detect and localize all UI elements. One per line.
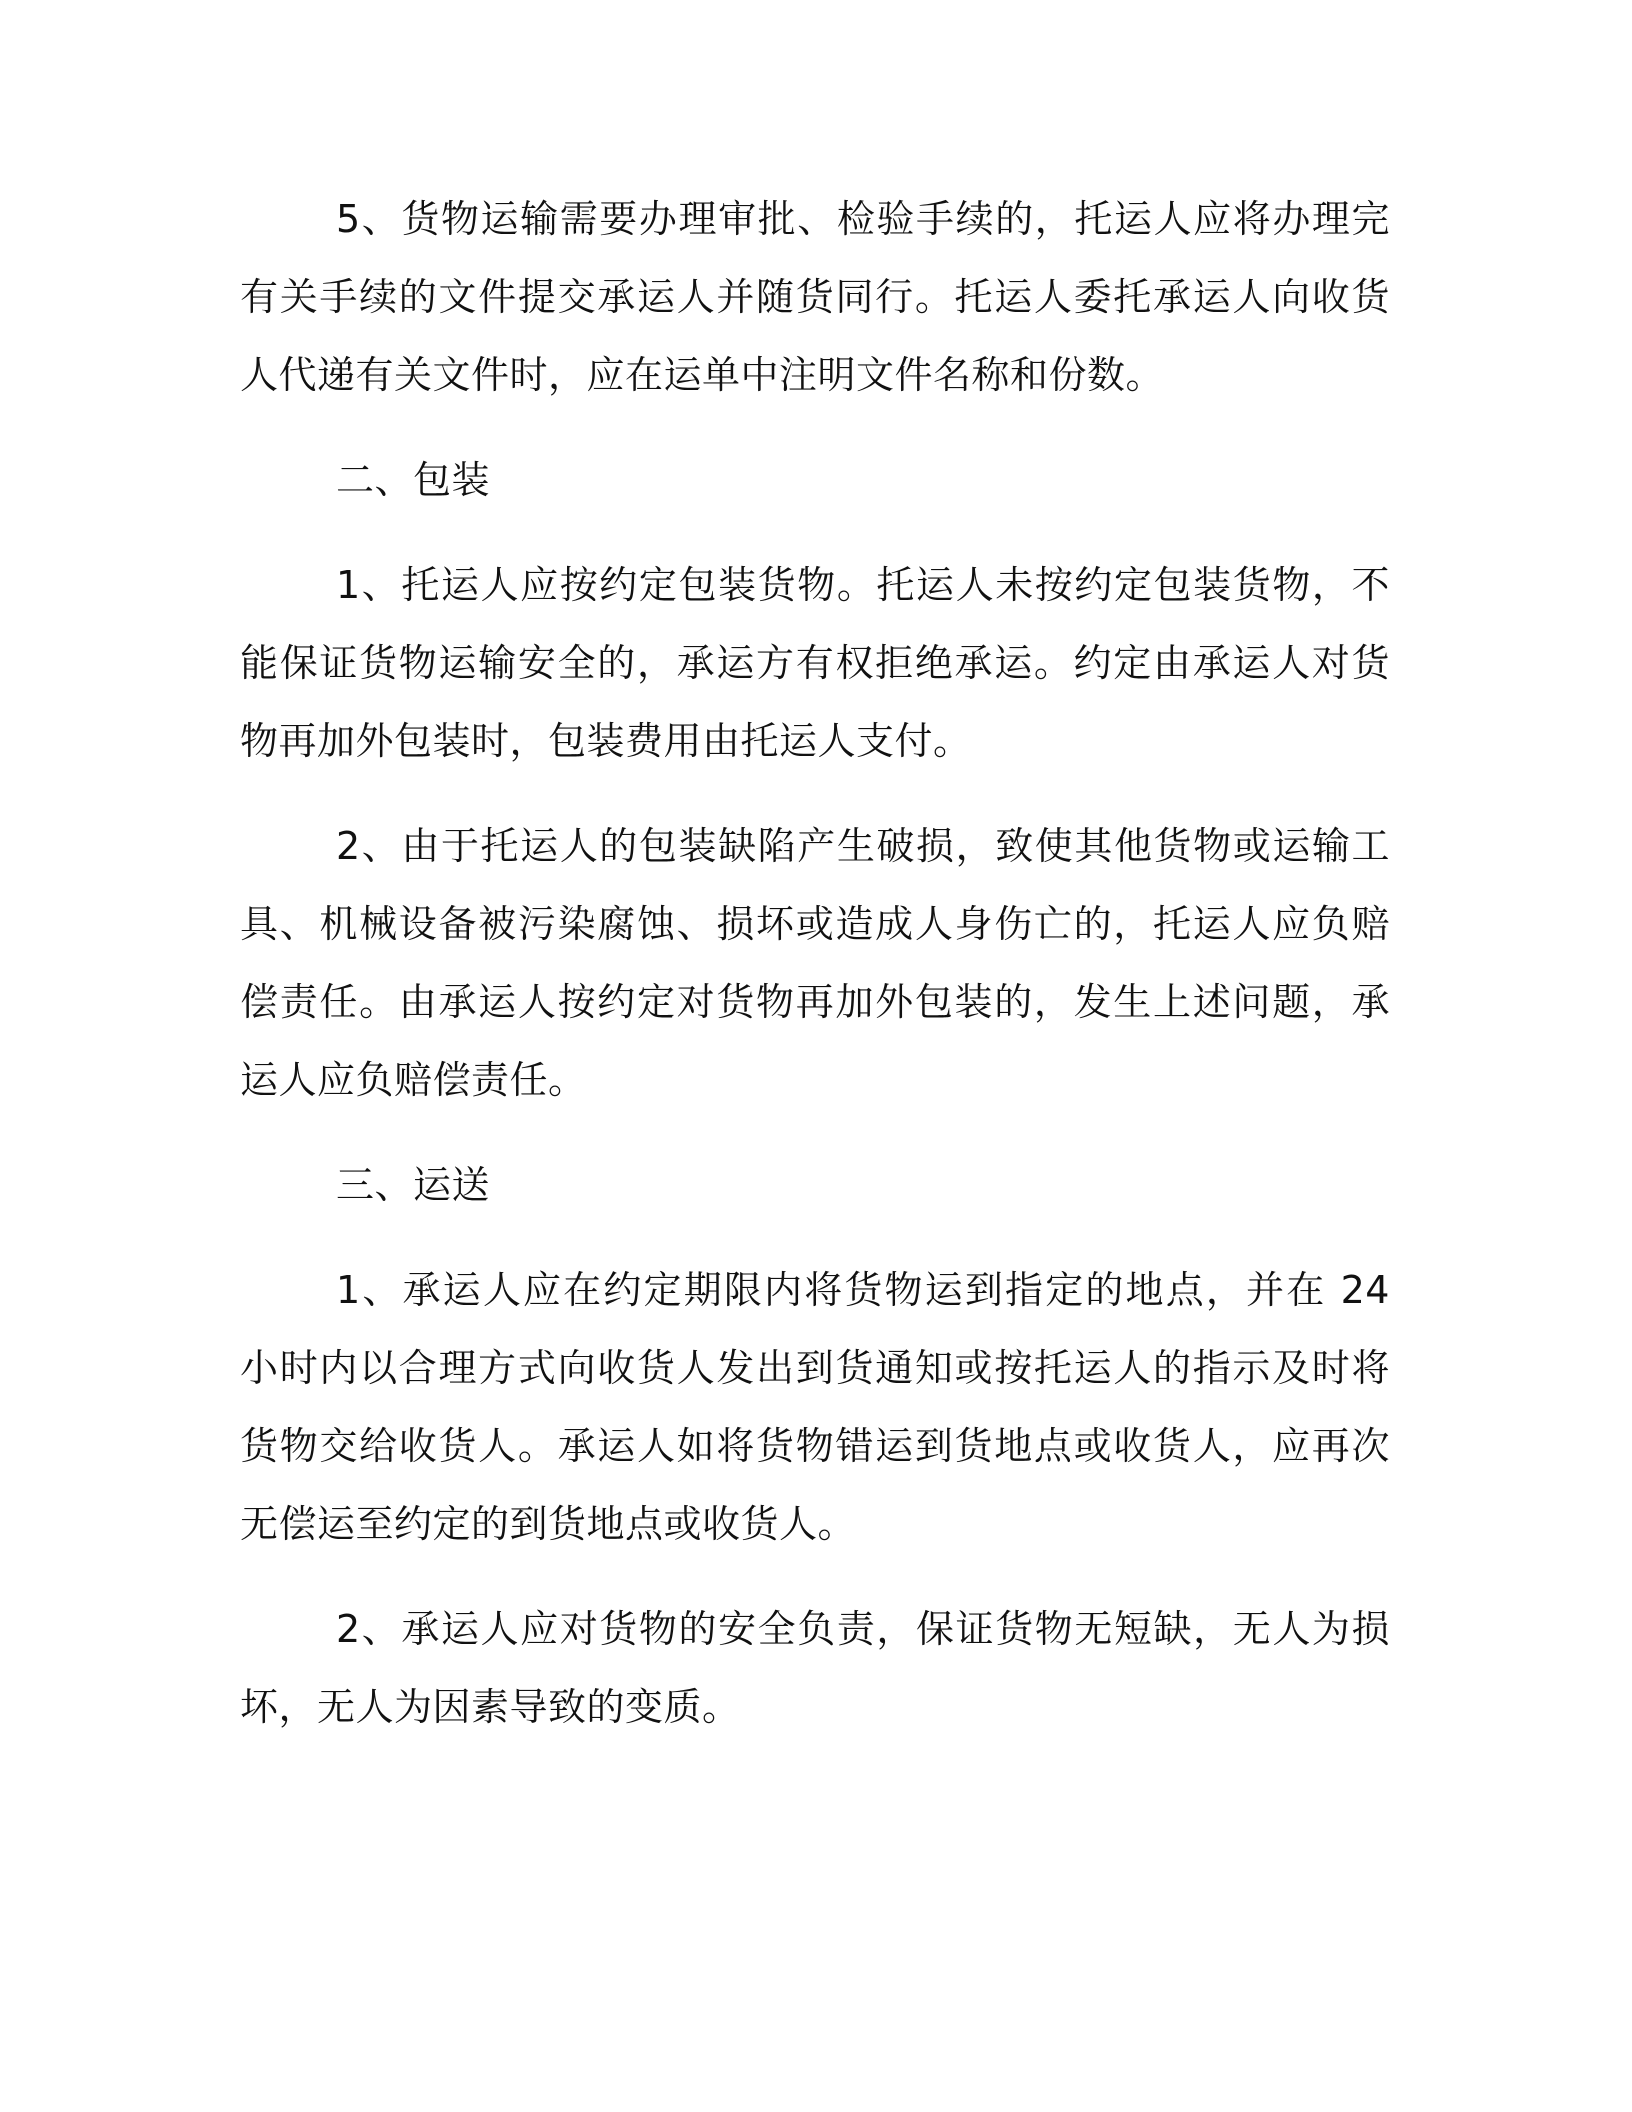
packaging-clause-2-paragraph: 2、由于托运人的包装缺陷产生破损，致使其他货物或运输工具、机械设备被污染腐蚀、损坏或造成人身伤亡的，托运人应负赔偿责任。由承运人按约定对货物再加外包装的，发生上述问题，承运人应负赔偿责任。 [240,824,1390,1102]
section-transport-heading: 三、运送 [336,1163,491,1207]
transport-clause-1-paragraph: 1、承运人应在约定期限内将货物运到指定的地点，并在 24 小时内以合理方式向收货人发出到货通知或按托运人的指示及时将货物交给收货人。承运人如将货物错运到货地点或收货人，应再次无偿运至约定的到货地点或收货人。 [240,1268,1390,1546]
packaging-clause-1-paragraph: 1、托运人应按约定包装货物。托运人未按约定包装货物，不能保证货物运输安全的，承运方有权拒绝承运。约定由承运人对货物再加外包装时，包装费用由托运人支付。 [240,563,1390,763]
clause-5-paragraph: 5、货物运输需要办理审批、检验手续的，托运人应将办理完有关手续的文件提交承运人并随货同行。托运人委托承运人向收货人代递有关文件时，应在运单中注明文件名称和份数。 [240,197,1390,397]
section-packaging-heading: 二、包装 [336,458,491,502]
transport-clause-2-paragraph: 2、承运人应对货物的安全负责，保证货物无短缺，无人为损坏，无人为因素导致的变质。 [240,1607,1390,1729]
document-body [240,180,1390,1773]
